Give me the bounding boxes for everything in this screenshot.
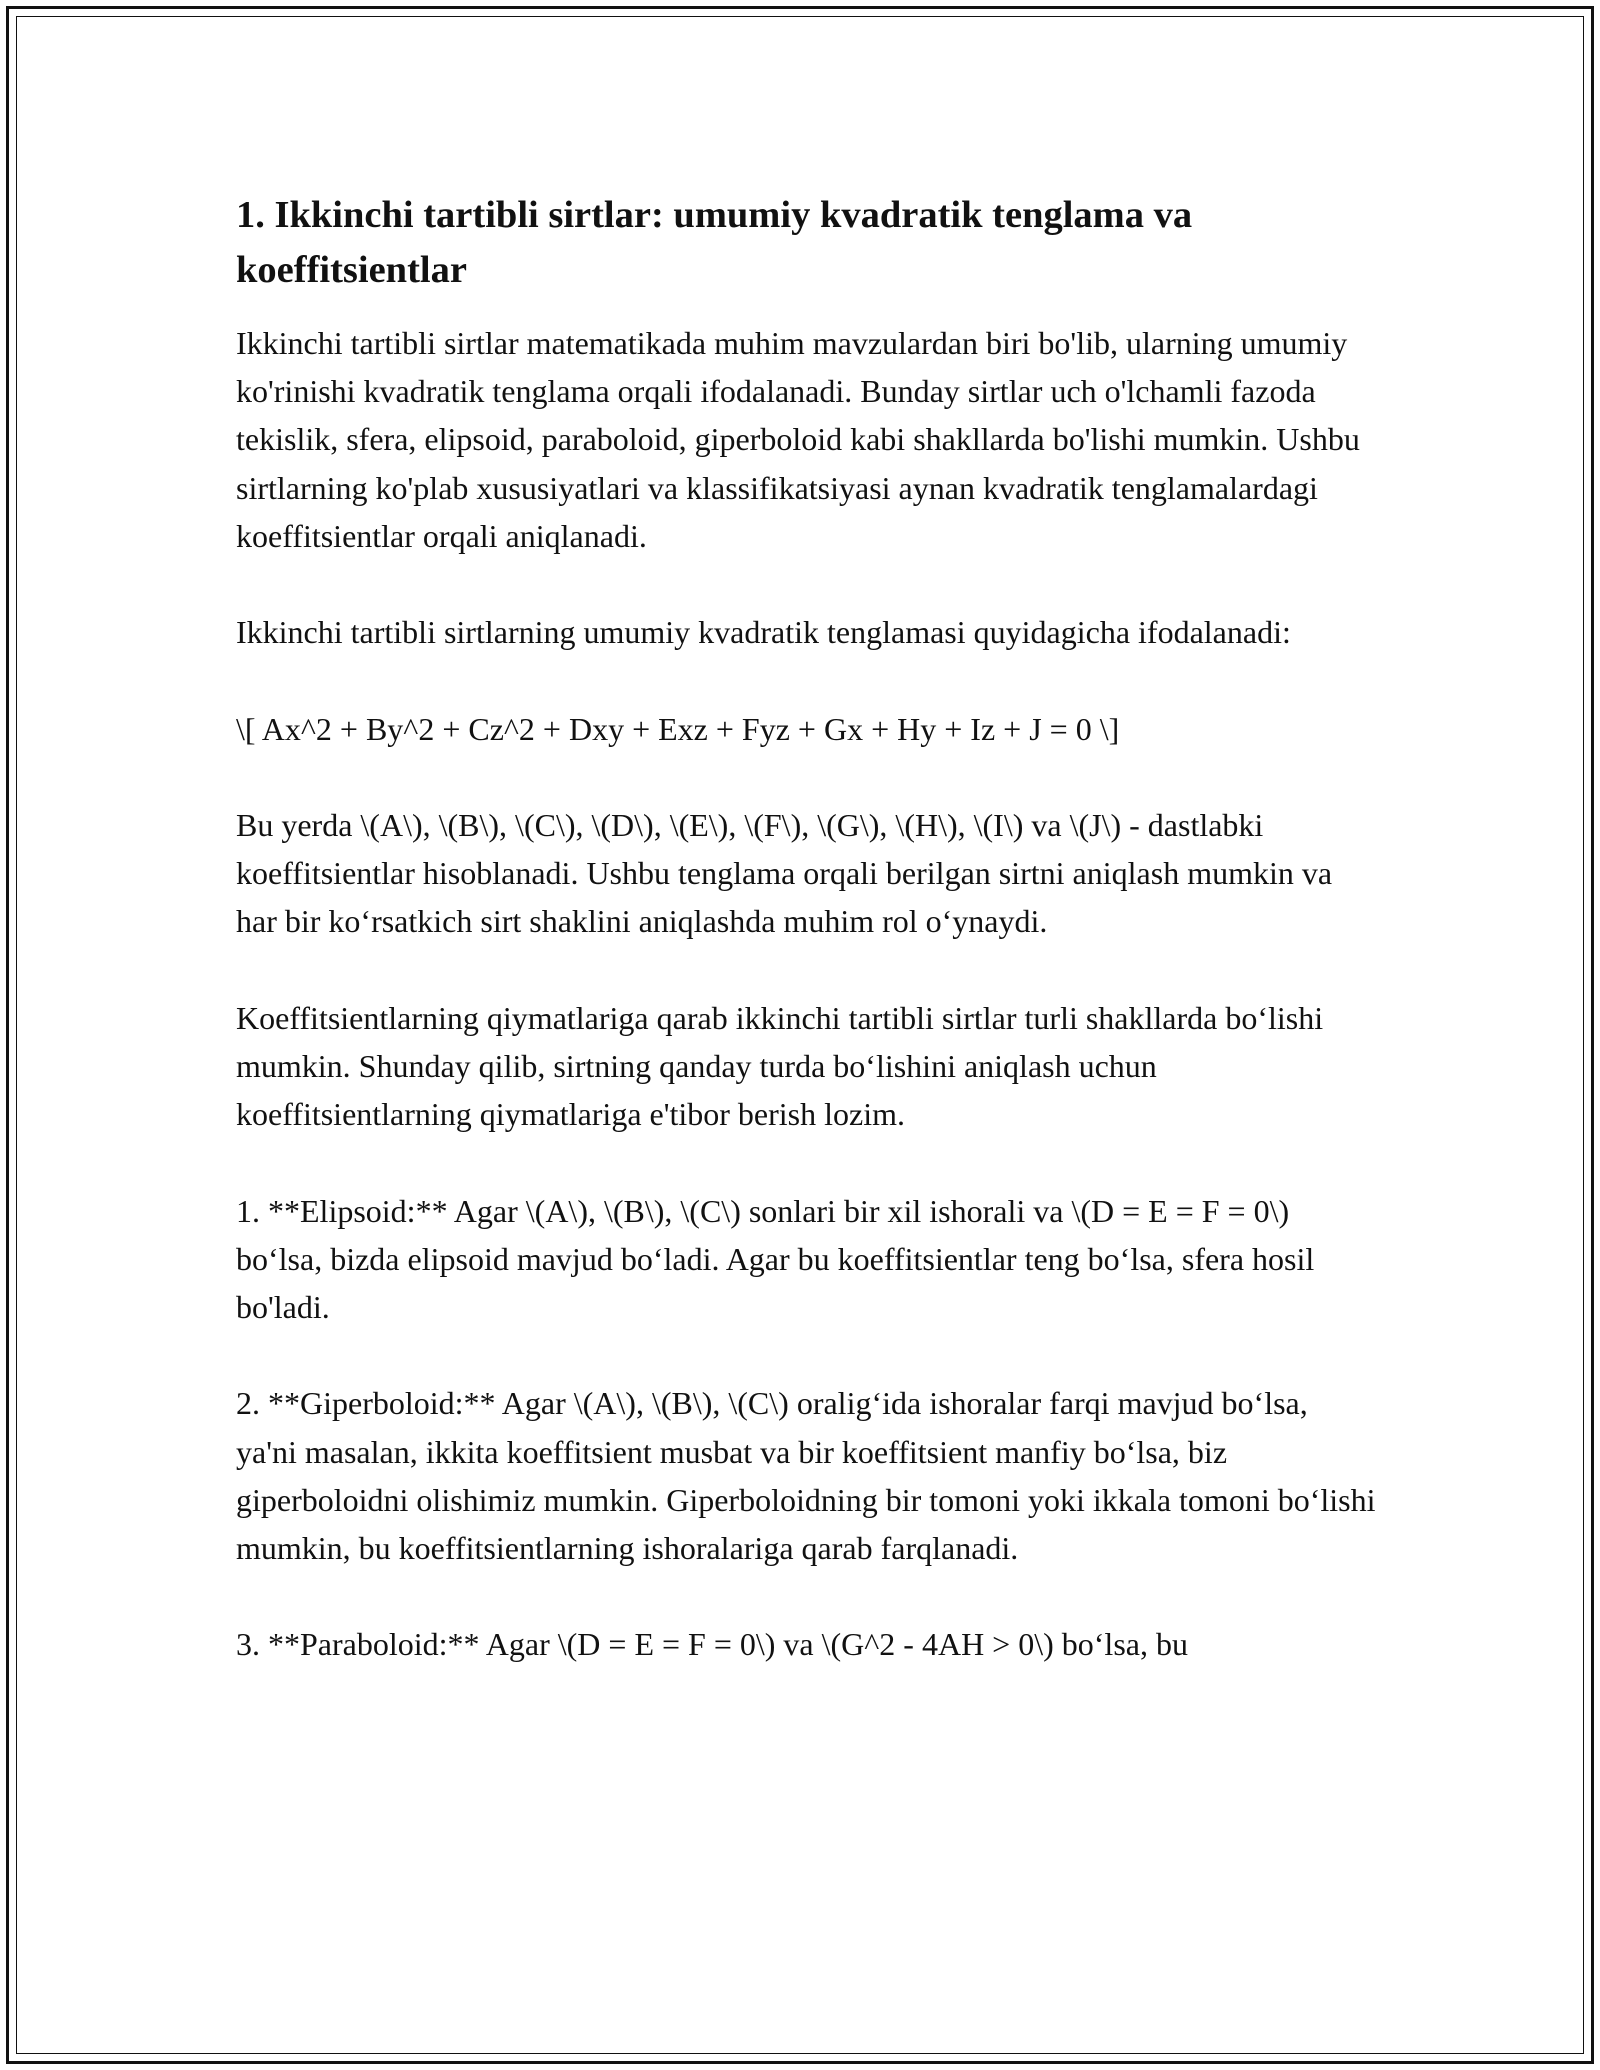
document-body	[236, 188, 1376, 1669]
paragraph-classification: Koeffitsientlarning qiymatlariga qarab ikkinchi tartibli sirtlar turli shakllarda boʻlishi mumkin. Shunday qilib, sirtning qanday turda boʻlishini aniqlash uchun koeffitsientlarning qiymatlariga e'tibor berish lozim.	[236, 999, 1324, 1133]
paragraph-coefficients: Bu yerda \(A\), \(B\), \(C\), \(D\), \(E\), \(F\), \(G\), \(H\), \(I\) va \(J\) - dastlabki koeffitsientlar hisoblanadi. Ushbu tenglama orqali berilgan sirtni aniqlash mumkin va har bir koʻrsatkich sirt shaklini aniqlashda muhim rol oʻynaydi.	[236, 806, 1333, 940]
section-heading: 1. Ikkinchi tartibli sirtlar: umumiy kvadratik tenglama va koeffitsientlar	[236, 194, 1193, 291]
list-item-paraboloid: 3. **Paraboloid:** Agar \(D = E = F = 0\) va \(G^2 - 4AH > 0\) boʻlsa, bu	[236, 1626, 1188, 1663]
paragraph-intro: Ikkinchi tartibli sirtlar matematikada muhim mavzulardan biri bo'lib, ularning umumiy ko'rinishi kvadratik tenglama orqali ifodalanadi. Bunday sirtlar uch o'lchamli fazoda tekislik, sfera, elipsoid, paraboloid, giperboloid kabi shakllarda bo'lishi mumkin. Ushbu sirtlarning ko'plab xususiyatlari va klassifikatsiyasi aynan kvadratik tenglamalardagi koeffitsientlar orqali aniqlanadi.	[236, 325, 1360, 554]
equation-line: \[ Ax^2 + By^2 + Cz^2 + Dxy + Exz + Fyz + Gx + Hy + Iz + J = 0 \]	[236, 710, 1120, 747]
list-item-hyperboloid: 2. **Giperboloid:** Agar \(A\), \(B\), \(C\) oraligʻida ishoralar farqi mavjud boʻlsa, ya'ni masalan, ikkita koeffitsient musbat va bir koeffitsient manfiy boʻlsa, biz giperboloidni olishimiz mumkin. Giperboloidning bir tomoni yoki ikkala tomoni boʻlishi mumkin, bu koeffitsientlarning ishoralariga qarab farqlanadi.	[236, 1385, 1376, 1566]
list-item-ellipsoid: 1. **Elipsoid:** Agar \(A\), \(B\), \(C\) sonlari bir xil ishorali va \(D = E = F = 0\) boʻlsa, bizda elipsoid mavjud boʻladi. Agar bu koeffitsientlar teng boʻlsa, sfera hosil bo'ladi.	[236, 1192, 1315, 1325]
paragraph-equation-intro: Ikkinchi tartibli sirtlarning umumiy kvadratik tenglamasi quyidagicha ifodalanadi:	[236, 614, 1291, 651]
